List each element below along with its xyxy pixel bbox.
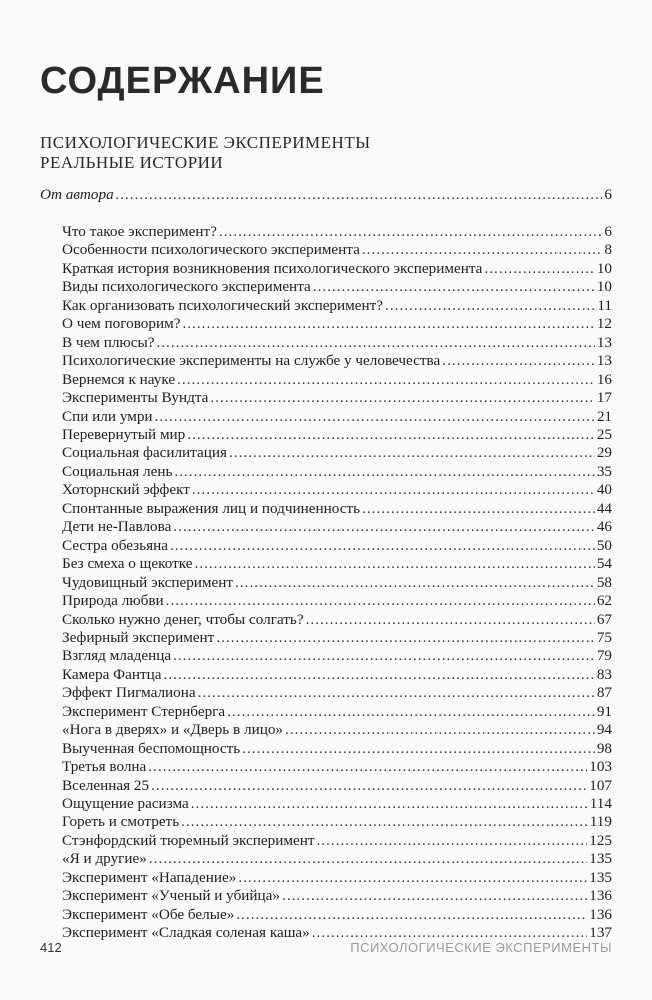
toc-entry-label: Ощущение расизма bbox=[62, 794, 189, 812]
toc-entry-page: 87 bbox=[596, 684, 612, 702]
toc-entry-label: Сестра обезьяна bbox=[62, 536, 168, 554]
toc-entry bbox=[62, 850, 612, 868]
toc-entry bbox=[62, 832, 612, 850]
toc-entry-label: Спонтанные выражения лиц и подчиненность bbox=[62, 499, 361, 517]
toc-entry bbox=[62, 647, 612, 665]
toc-entry bbox=[62, 555, 612, 573]
toc-entry-page: 58 bbox=[596, 573, 612, 591]
toc-entry-page: 107 bbox=[589, 776, 612, 794]
toc-entry-label: Что такое эксперимент? bbox=[62, 223, 217, 240]
toc-entry bbox=[62, 371, 612, 389]
toc-entry-page: 46 bbox=[596, 518, 612, 536]
toc-entry-label: Перевернутый мир bbox=[62, 425, 186, 443]
dot-leader bbox=[181, 813, 588, 831]
toc-entry-label: Виды психологического эксперимента bbox=[62, 278, 311, 296]
dot-leader bbox=[177, 371, 595, 389]
page-number: 412 bbox=[40, 940, 62, 955]
toc-entry-label: Краткая история возникновения психологического эксперимента bbox=[62, 259, 483, 277]
toc-entry-label: Чудовищный эксперимент bbox=[62, 573, 234, 591]
toc-entry bbox=[62, 223, 612, 241]
toc-entry-page: 114 bbox=[589, 794, 612, 812]
toc-entry-page: 135 bbox=[589, 850, 612, 868]
toc-entry-page: 6 bbox=[604, 223, 612, 240]
dot-leader bbox=[313, 278, 595, 296]
toc-entry-page: 91 bbox=[596, 702, 612, 720]
toc-entry-label: Как организовать психологический эксперимент? bbox=[62, 296, 384, 314]
toc-entry bbox=[62, 463, 612, 481]
toc-entry bbox=[62, 241, 612, 259]
dot-leader bbox=[242, 740, 595, 758]
toc-entry-label: Сколько нужно денег, чтобы солгать? bbox=[62, 610, 304, 628]
dot-leader bbox=[192, 481, 595, 499]
toc-entry-label: Эксперимент «Сладкая соленая каша» bbox=[62, 924, 310, 942]
dot-leader bbox=[362, 500, 595, 518]
toc-entry bbox=[62, 611, 612, 629]
dot-leader bbox=[285, 721, 595, 739]
dot-leader bbox=[282, 887, 587, 905]
toc-entry-page: 135 bbox=[589, 868, 612, 886]
running-title: ПСИХОЛОГИЧЕСКИЕ ЭКСПЕРИМЕНТЫ bbox=[350, 940, 612, 955]
toc-entry bbox=[62, 684, 612, 702]
dot-leader bbox=[385, 297, 595, 315]
dot-leader bbox=[216, 629, 594, 647]
toc-entry-label: В чем плюсы? bbox=[62, 333, 155, 351]
toc-entry-page: 10 bbox=[596, 259, 612, 277]
toc-entry-label: Спи или умри bbox=[62, 407, 153, 425]
toc-entry bbox=[62, 408, 612, 426]
toc-entry bbox=[62, 703, 612, 721]
toc-entry bbox=[62, 297, 612, 315]
dot-leader bbox=[238, 869, 587, 887]
toc-entry bbox=[62, 906, 612, 924]
toc-entry bbox=[62, 426, 612, 444]
toc-entry bbox=[62, 740, 612, 758]
toc-entry bbox=[62, 352, 612, 370]
toc-entry bbox=[62, 887, 612, 905]
dot-leader bbox=[187, 426, 595, 444]
dot-leader bbox=[148, 758, 587, 776]
dot-leader bbox=[174, 463, 594, 481]
toc-entry-label: «Я и другие» bbox=[62, 850, 147, 868]
toc-entry-label: Эффект Пигмалиона bbox=[62, 684, 196, 702]
toc-entry-label: Хоторнский эффект bbox=[62, 481, 190, 499]
toc-entry-label: Вселенная 25 bbox=[62, 776, 150, 794]
toc-entry-page: 13 bbox=[596, 333, 612, 351]
page-footer bbox=[40, 940, 612, 955]
dot-leader bbox=[170, 537, 595, 555]
toc-entry-label: Выученная беспомощность bbox=[62, 739, 241, 757]
toc-entry-label: Третья волна bbox=[62, 758, 147, 775]
dot-leader bbox=[210, 389, 594, 407]
toc-entry-page: 8 bbox=[604, 241, 612, 259]
toc-entry-page: 6 bbox=[604, 186, 612, 203]
toc-entry-page: 13 bbox=[596, 352, 612, 370]
toc-entry-page: 35 bbox=[596, 462, 612, 480]
toc-entry-page: 79 bbox=[596, 647, 612, 665]
dot-leader bbox=[219, 223, 603, 241]
toc-entry bbox=[62, 795, 612, 813]
dot-leader bbox=[227, 703, 595, 721]
dot-leader bbox=[164, 666, 595, 684]
toc-author-entry bbox=[40, 186, 612, 204]
dot-leader bbox=[442, 352, 595, 370]
toc-entry-page: 12 bbox=[596, 315, 612, 333]
toc-entry-page: 62 bbox=[596, 592, 612, 609]
toc-entry bbox=[62, 592, 612, 610]
toc-entry-page: 94 bbox=[596, 721, 612, 739]
toc-entry-label: Дети не-Павлова bbox=[62, 518, 172, 536]
toc-entry-label: Эксперименты Вундта bbox=[62, 389, 209, 406]
toc-entry-label: Гореть и смотреть bbox=[62, 813, 180, 831]
toc-entry-label: Социальная лень bbox=[62, 462, 173, 480]
toc-entry bbox=[62, 444, 612, 462]
toc-entry-page: 136 bbox=[589, 887, 612, 905]
dot-leader bbox=[155, 408, 595, 426]
toc-entry-label: От автора bbox=[40, 186, 114, 203]
toc-entry-page: 11 bbox=[597, 296, 612, 314]
page-title: СОДЕРЖАНИЕ bbox=[40, 60, 325, 102]
toc-entry-label: Взгляд младенца bbox=[62, 647, 172, 665]
toc-entry-page: 136 bbox=[589, 905, 612, 923]
toc-entry bbox=[62, 278, 612, 296]
dot-leader bbox=[236, 906, 587, 924]
toc-entry-page: 67 bbox=[596, 610, 612, 628]
dot-leader bbox=[182, 315, 594, 333]
toc-entry bbox=[62, 629, 612, 647]
toc-entry bbox=[62, 813, 612, 831]
toc-entry-page: 50 bbox=[596, 536, 612, 554]
toc-entry-page: 119 bbox=[589, 813, 612, 831]
dot-leader bbox=[149, 850, 587, 868]
dot-leader bbox=[235, 574, 595, 592]
toc-entry-label: Психологические эксперименты на службе у человечества bbox=[62, 352, 441, 370]
dot-leader bbox=[156, 334, 594, 352]
toc-entry-page: 25 bbox=[596, 425, 612, 443]
dot-leader bbox=[173, 518, 594, 536]
dot-leader bbox=[306, 611, 595, 629]
book-title bbox=[40, 133, 371, 173]
toc-entry bbox=[62, 481, 612, 499]
toc-entry bbox=[62, 260, 612, 278]
dot-leader bbox=[116, 186, 603, 204]
toc-entry-label: Эксперимент Стернберга bbox=[62, 702, 226, 720]
toc-entry bbox=[62, 389, 612, 407]
toc-entry-label: Без смеха о щекотке bbox=[62, 555, 193, 573]
toc-entry-label: Эксперимент «Ученый и убийца» bbox=[62, 887, 281, 905]
dot-leader bbox=[484, 260, 594, 278]
toc-entry-label: Стэнфордский тюремный эксперимент bbox=[62, 831, 315, 849]
toc-entry-page: 10 bbox=[596, 278, 612, 296]
toc-entry-page: 54 bbox=[596, 555, 612, 573]
toc-entry-page: 103 bbox=[589, 758, 612, 775]
dot-leader bbox=[151, 777, 587, 795]
toc-entry-label: Особенности психологического эксперимента bbox=[62, 241, 360, 259]
toc-entry-label: Вернемся к науке bbox=[62, 370, 176, 388]
toc-entry-page: 44 bbox=[596, 499, 612, 517]
toc-entry-label: Эксперимент «Нападение» bbox=[62, 868, 237, 886]
dot-leader bbox=[191, 795, 588, 813]
toc-entry bbox=[62, 758, 612, 776]
toc-entry-label: Природа любви bbox=[62, 592, 164, 609]
toc-entry bbox=[62, 334, 612, 352]
toc-entry-page: 16 bbox=[596, 370, 612, 388]
toc-entry-label: Зефирный эксперимент bbox=[62, 628, 215, 646]
toc-entry bbox=[62, 721, 612, 739]
toc-entry bbox=[62, 869, 612, 887]
toc-entry-page: 29 bbox=[596, 444, 612, 462]
dot-leader bbox=[194, 555, 594, 573]
toc-entry-page: 17 bbox=[596, 389, 612, 406]
dot-leader bbox=[173, 647, 595, 665]
toc-entry-label: О чем поговорим? bbox=[62, 315, 181, 333]
toc-entry-page: 125 bbox=[589, 831, 612, 849]
toc-entry-page: 75 bbox=[596, 628, 612, 646]
toc-entry-page: 137 bbox=[589, 924, 612, 942]
dot-leader bbox=[166, 592, 595, 610]
toc-entry-label: Социальная фасилитация bbox=[62, 444, 227, 462]
toc-entry bbox=[62, 537, 612, 555]
toc-entry bbox=[62, 500, 612, 518]
toc-entry-label: «Нога в дверях» и «Дверь в лицо» bbox=[62, 721, 284, 739]
toc-entry bbox=[62, 666, 612, 684]
toc-entry-label: Эксперимент «Обе белые» bbox=[62, 905, 235, 923]
toc-entry-page: 83 bbox=[596, 665, 612, 683]
toc-entry-page: 98 bbox=[596, 739, 612, 757]
book-title-line: РЕАЛЬНЫЕ ИСТОРИИ bbox=[40, 153, 224, 172]
toc-entry bbox=[62, 518, 612, 536]
toc-entry-page: 21 bbox=[596, 407, 612, 425]
book-title-line: ПСИХОЛОГИЧЕСКИЕ ЭКСПЕРИМЕНТЫ bbox=[40, 133, 371, 152]
toc-entry bbox=[62, 777, 612, 795]
toc-entry-page: 40 bbox=[596, 481, 612, 499]
dot-leader bbox=[316, 832, 587, 850]
toc-entry-label: Камера Фантца bbox=[62, 665, 162, 683]
dot-leader bbox=[198, 684, 595, 702]
toc-entry bbox=[62, 574, 612, 592]
dot-leader bbox=[229, 444, 595, 462]
toc-entry bbox=[62, 315, 612, 333]
dot-leader bbox=[362, 241, 603, 259]
